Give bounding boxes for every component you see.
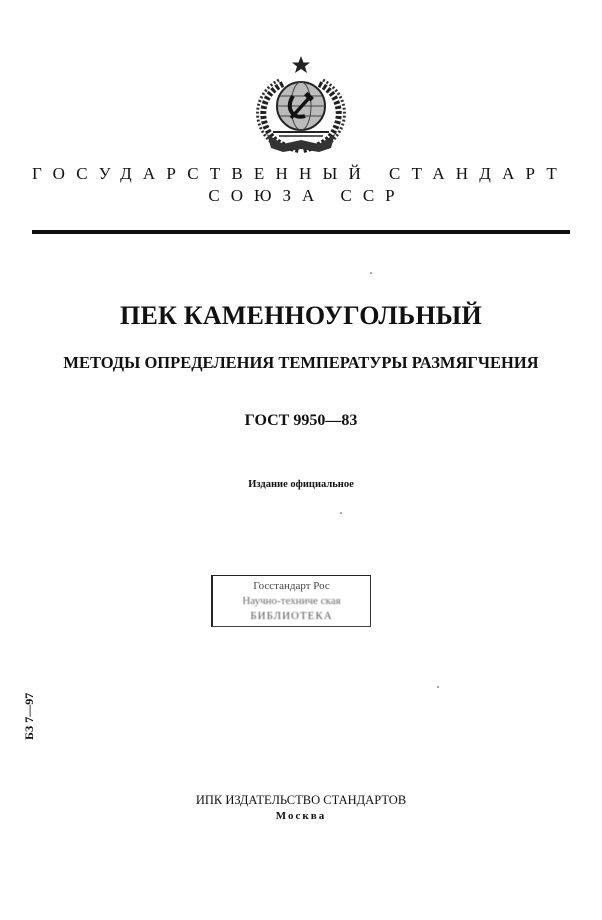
header-word-standard: СТАНДАРТ: [389, 164, 568, 183]
side-code: БЗ 7—97: [22, 692, 36, 740]
header-union: СОЮЗА ССР: [208, 186, 406, 205]
ussr-emblem-icon: [243, 54, 359, 154]
header-state-standard: [32, 164, 568, 184]
stamp-line-3: БИБЛИОТЕКА: [250, 610, 333, 622]
document-subtitle: МЕТОДЫ ОПРЕДЕЛЕНИЯ ТЕМПЕРАТУРЫ РАЗМЯГЧЕНИЯ: [63, 353, 539, 372]
library-stamp: [211, 575, 371, 627]
standard-number: ГОСТ 9950—83: [244, 412, 358, 429]
paper-speck: [370, 272, 372, 274]
document-title: ПЕК КАМЕННОУГОЛЬНЫЙ: [120, 301, 482, 330]
publisher: ИПК ИЗДАТЕЛЬСТВО СТАНДАРТОВ: [195, 793, 407, 807]
stamp-line-2: Научно-техниче ская: [242, 595, 341, 607]
edition-label: Издание официальное: [248, 479, 354, 490]
header-divider: [32, 230, 570, 234]
paper-speck: [437, 686, 439, 688]
header-word-state: ГОСУДАРСТВЕННЫЙ: [32, 164, 372, 183]
city: Москва: [275, 810, 327, 822]
stamp-line-1: Госстандарт Рос: [253, 580, 330, 592]
paper-speck: [340, 512, 342, 514]
